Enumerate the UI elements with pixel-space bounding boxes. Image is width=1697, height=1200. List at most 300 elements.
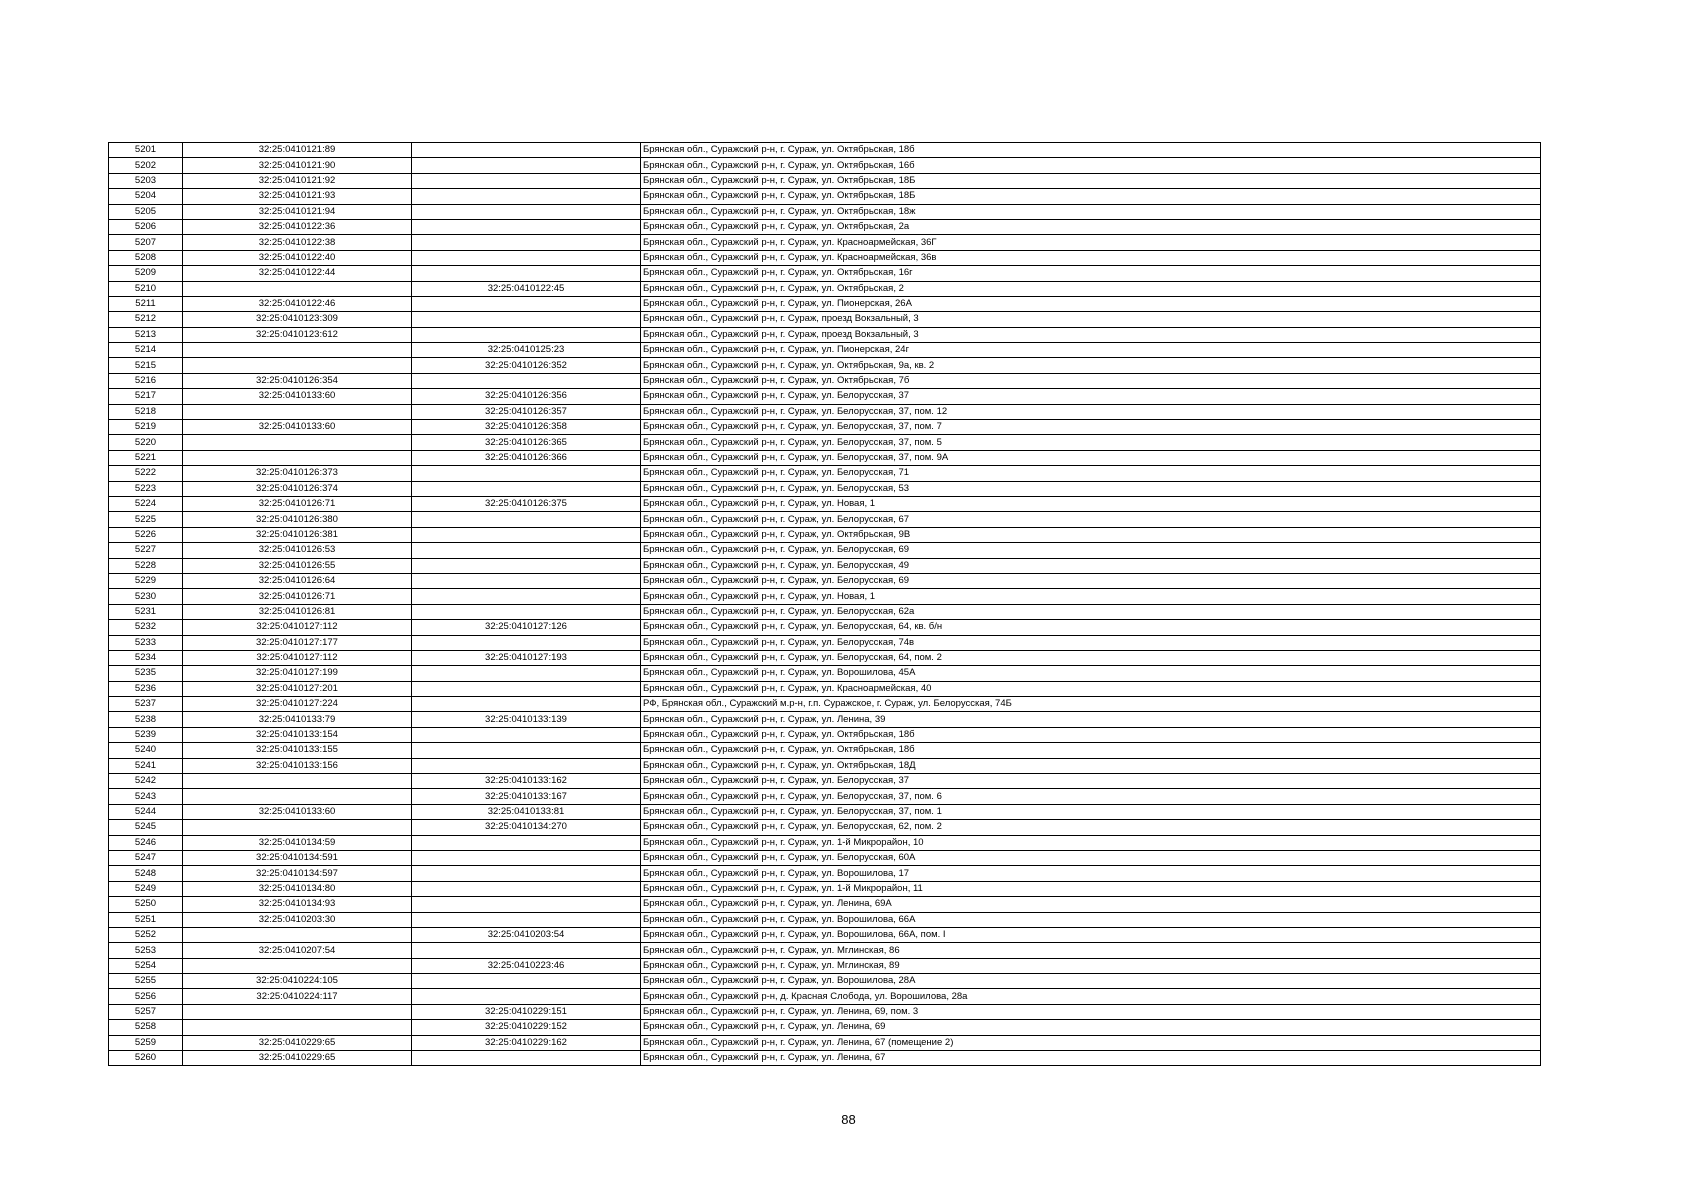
- row-number-cell: 5223: [109, 481, 183, 496]
- cadastral-number-cell: 32:25:0410123:612: [183, 327, 412, 342]
- registry-table-body: [109, 143, 1541, 1066]
- table-row: [109, 974, 1541, 989]
- row-number-cell: 5257: [109, 1004, 183, 1019]
- cadastral-number-cell: 32:25:0410134:591: [183, 850, 412, 865]
- parent-cadastral-number-cell: [412, 266, 641, 281]
- table-row: [109, 620, 1541, 635]
- row-number-cell: 5244: [109, 804, 183, 819]
- address-cell: Брянская обл., Суражский р-н, г. Сураж, ул. Белорусская, 69: [641, 573, 1541, 588]
- parent-cadastral-number-cell: 32:25:0410126:356: [412, 389, 641, 404]
- parent-cadastral-number-cell: [412, 235, 641, 250]
- cadastral-number-cell: [183, 450, 412, 465]
- table-row: [109, 650, 1541, 665]
- address-cell: Брянская обл., Суражский р-н, г. Сураж, ул. Октябрьская, 18б: [641, 727, 1541, 742]
- row-number-cell: 5248: [109, 866, 183, 881]
- address-cell: Брянская обл., Суражский р-н, г. Сураж, ул. Белорусская, 74в: [641, 635, 1541, 650]
- cadastral-number-cell: 32:25:0410134:93: [183, 897, 412, 912]
- row-number-cell: 5203: [109, 173, 183, 188]
- address-cell: Брянская обл., Суражский р-н, г. Сураж, ул. Красноармейская, 36в: [641, 250, 1541, 265]
- table-row: [109, 496, 1541, 511]
- table-row: [109, 712, 1541, 727]
- cadastral-number-cell: 32:25:0410126:374: [183, 481, 412, 496]
- table-row: [109, 635, 1541, 650]
- cadastral-number-cell: 32:25:0410127:112: [183, 620, 412, 635]
- parent-cadastral-number-cell: 32:25:0410229:162: [412, 1035, 641, 1050]
- address-cell: Брянская обл., Суражский р-н, г. Сураж, ул. Октябрьская, 2а: [641, 219, 1541, 234]
- row-number-cell: 5240: [109, 743, 183, 758]
- parent-cadastral-number-cell: 32:25:0410133:167: [412, 789, 641, 804]
- table-row: [109, 943, 1541, 958]
- address-cell: Брянская обл., Суражский р-н, г. Сураж, ул. Белорусская, 62а: [641, 604, 1541, 619]
- address-cell: Брянская обл., Суражский р-н, г. Сураж, ул. Белорусская, 69: [641, 543, 1541, 558]
- table-row: [109, 158, 1541, 173]
- parent-cadastral-number-cell: [412, 158, 641, 173]
- cadastral-number-cell: 32:25:0410122:36: [183, 219, 412, 234]
- cadastral-number-cell: 32:25:0410121:93: [183, 189, 412, 204]
- row-number-cell: 5207: [109, 235, 183, 250]
- address-cell: Брянская обл., Суражский р-н, г. Сураж, ул. Белорусская, 37: [641, 389, 1541, 404]
- row-number-cell: 5209: [109, 266, 183, 281]
- cadastral-number-cell: 32:25:0410127:177: [183, 635, 412, 650]
- address-cell: Брянская обл., Суражский р-н, г. Сураж, ул. Октябрьская, 18б: [641, 743, 1541, 758]
- parent-cadastral-number-cell: [412, 727, 641, 742]
- parent-cadastral-number-cell: [412, 189, 641, 204]
- table-row: [109, 481, 1541, 496]
- parent-cadastral-number-cell: 32:25:0410122:45: [412, 281, 641, 296]
- cadastral-number-cell: 32:25:0410133:155: [183, 743, 412, 758]
- address-cell: Брянская обл., Суражский р-н, г. Сураж, ул. Ворошилова, 28А: [641, 974, 1541, 989]
- parent-cadastral-number-cell: 32:25:0410229:152: [412, 1020, 641, 1035]
- row-number-cell: 5230: [109, 589, 183, 604]
- cadastral-number-cell: 32:25:0410126:71: [183, 589, 412, 604]
- address-cell: Брянская обл., Суражский р-н, г. Сураж, ул. Октябрьская, 7б: [641, 373, 1541, 388]
- row-number-cell: 5252: [109, 927, 183, 942]
- address-cell: Брянская обл., Суражский р-н, г. Сураж, ул. Октябрьская, 9В: [641, 527, 1541, 542]
- cadastral-number-cell: 32:25:0410127:199: [183, 666, 412, 681]
- address-cell: Брянская обл., Суражский р-н, г. Сураж, ул. Белорусская, 37, пом. 12: [641, 404, 1541, 419]
- parent-cadastral-number-cell: [412, 1051, 641, 1066]
- table-row: [109, 266, 1541, 281]
- table-row: [109, 435, 1541, 450]
- cadastral-number-cell: 32:25:0410133:60: [183, 420, 412, 435]
- table-row: [109, 358, 1541, 373]
- row-number-cell: 5217: [109, 389, 183, 404]
- cadastral-number-cell: 32:25:0410133:60: [183, 804, 412, 819]
- table-row: [109, 281, 1541, 296]
- parent-cadastral-number-cell: 32:25:0410133:162: [412, 774, 641, 789]
- parent-cadastral-number-cell: [412, 881, 641, 896]
- address-cell: Брянская обл., Суражский р-н, г. Сураж, ул. Красноармейская, 36Г: [641, 235, 1541, 250]
- parent-cadastral-number-cell: 32:25:0410127:193: [412, 650, 641, 665]
- cadastral-number-cell: [183, 1004, 412, 1019]
- address-cell: Брянская обл., Суражский р-н, г. Сураж, ул. Мглинская, 86: [641, 943, 1541, 958]
- cadastral-number-cell: 32:25:0410121:90: [183, 158, 412, 173]
- cadastral-number-cell: 32:25:0410126:81: [183, 604, 412, 619]
- table-row: [109, 804, 1541, 819]
- table-row: [109, 558, 1541, 573]
- parent-cadastral-number-cell: 32:25:0410134:270: [412, 820, 641, 835]
- cadastral-number-cell: [183, 343, 412, 358]
- row-number-cell: 5246: [109, 835, 183, 850]
- row-number-cell: 5233: [109, 635, 183, 650]
- cadastral-number-cell: 32:25:0410123:309: [183, 312, 412, 327]
- row-number-cell: 5258: [109, 1020, 183, 1035]
- address-cell: Брянская обл., Суражский р-н, г. Сураж, ул. Пионерская, 24г: [641, 343, 1541, 358]
- parent-cadastral-number-cell: [412, 989, 641, 1004]
- address-cell: Брянская обл., Суражский р-н, г. Сураж, ул. Ворошилова, 66А: [641, 912, 1541, 927]
- cadastral-number-cell: 32:25:0410122:44: [183, 266, 412, 281]
- cadastral-number-cell: 32:25:0410133:79: [183, 712, 412, 727]
- cadastral-number-cell: 32:25:0410133:156: [183, 758, 412, 773]
- row-number-cell: 5214: [109, 343, 183, 358]
- row-number-cell: 5245: [109, 820, 183, 835]
- cadastral-number-cell: 32:25:0410126:55: [183, 558, 412, 573]
- address-cell: Брянская обл., Суражский р-н, г. Сураж, ул. Ворошилова, 17: [641, 866, 1541, 881]
- parent-cadastral-number-cell: [412, 312, 641, 327]
- parent-cadastral-number-cell: [412, 327, 641, 342]
- row-number-cell: 5205: [109, 204, 183, 219]
- row-number-cell: 5250: [109, 897, 183, 912]
- address-cell: Брянская обл., Суражский р-н, г. Сураж, ул. Белорусская, 60А: [641, 850, 1541, 865]
- table-row: [109, 850, 1541, 865]
- parent-cadastral-number-cell: [412, 204, 641, 219]
- table-row: [109, 573, 1541, 588]
- parent-cadastral-number-cell: [412, 373, 641, 388]
- parent-cadastral-number-cell: 32:25:0410126:357: [412, 404, 641, 419]
- address-cell: Брянская обл., Суражский р-н, г. Сураж, ул. Ворошилова, 45А: [641, 666, 1541, 681]
- table-row: [109, 527, 1541, 542]
- table-row: [109, 958, 1541, 973]
- table-row: [109, 173, 1541, 188]
- table-row: [109, 235, 1541, 250]
- row-number-cell: 5201: [109, 143, 183, 158]
- parent-cadastral-number-cell: [412, 943, 641, 958]
- address-cell: Брянская обл., Суражский р-н, г. Сураж, ул. Октябрьская, 16б: [641, 158, 1541, 173]
- cadastral-number-cell: 32:25:0410127:224: [183, 697, 412, 712]
- row-number-cell: 5222: [109, 466, 183, 481]
- parent-cadastral-number-cell: [412, 897, 641, 912]
- parent-cadastral-number-cell: 32:25:0410133:139: [412, 712, 641, 727]
- parent-cadastral-number-cell: 32:25:0410126:375: [412, 496, 641, 511]
- table-row: [109, 912, 1541, 927]
- cadastral-number-cell: 32:25:0410126:354: [183, 373, 412, 388]
- cadastral-number-cell: 32:25:0410203:30: [183, 912, 412, 927]
- table-row: [109, 373, 1541, 388]
- cadastral-number-cell: [183, 927, 412, 942]
- parent-cadastral-number-cell: [412, 512, 641, 527]
- table-row: [109, 866, 1541, 881]
- table-row: [109, 604, 1541, 619]
- table-row: [109, 835, 1541, 850]
- table-row: [109, 1020, 1541, 1035]
- cadastral-number-cell: 32:25:0410224:117: [183, 989, 412, 1004]
- parent-cadastral-number-cell: [412, 974, 641, 989]
- row-number-cell: 5232: [109, 620, 183, 635]
- cadastral-number-cell: 32:25:0410207:54: [183, 943, 412, 958]
- row-number-cell: 5256: [109, 989, 183, 1004]
- table-row: [109, 1051, 1541, 1066]
- address-cell: Брянская обл., Суражский р-н, г. Сураж, ул. Ленина, 69: [641, 1020, 1541, 1035]
- row-number-cell: 5227: [109, 543, 183, 558]
- table-row: [109, 296, 1541, 311]
- registry-table: [108, 142, 1541, 1066]
- table-row: [109, 743, 1541, 758]
- address-cell: Брянская обл., Суражский р-н, г. Сураж, ул. Белорусская, 37, пом. 1: [641, 804, 1541, 819]
- cadastral-number-cell: 32:25:0410127:112: [183, 650, 412, 665]
- cadastral-number-cell: 32:25:0410134:597: [183, 866, 412, 881]
- row-number-cell: 5225: [109, 512, 183, 527]
- row-number-cell: 5260: [109, 1051, 183, 1066]
- parent-cadastral-number-cell: [412, 912, 641, 927]
- table-row: [109, 881, 1541, 896]
- table-row: [109, 543, 1541, 558]
- parent-cadastral-number-cell: [412, 296, 641, 311]
- parent-cadastral-number-cell: [412, 666, 641, 681]
- row-number-cell: 5253: [109, 943, 183, 958]
- row-number-cell: 5216: [109, 373, 183, 388]
- parent-cadastral-number-cell: [412, 481, 641, 496]
- row-number-cell: 5254: [109, 958, 183, 973]
- table-row: [109, 466, 1541, 481]
- cadastral-number-cell: [183, 820, 412, 835]
- row-number-cell: 5251: [109, 912, 183, 927]
- cadastral-number-cell: [183, 789, 412, 804]
- table-row: [109, 389, 1541, 404]
- parent-cadastral-number-cell: [412, 604, 641, 619]
- table-row: [109, 1035, 1541, 1050]
- page-number: 88: [841, 1112, 856, 1127]
- address-cell: Брянская обл., Суражский р-н, г. Сураж, ул. Октябрьская, 18ж: [641, 204, 1541, 219]
- row-number-cell: 5259: [109, 1035, 183, 1050]
- parent-cadastral-number-cell: [412, 573, 641, 588]
- address-cell: Брянская обл., Суражский р-н, г. Сураж, ул. Белорусская, 37, пом. 5: [641, 435, 1541, 450]
- parent-cadastral-number-cell: [412, 697, 641, 712]
- row-number-cell: 5210: [109, 281, 183, 296]
- parent-cadastral-number-cell: [412, 635, 641, 650]
- row-number-cell: 5243: [109, 789, 183, 804]
- parent-cadastral-number-cell: 32:25:0410126:365: [412, 435, 641, 450]
- table-row: [109, 204, 1541, 219]
- row-number-cell: 5202: [109, 158, 183, 173]
- table-row: [109, 189, 1541, 204]
- parent-cadastral-number-cell: [412, 866, 641, 881]
- parent-cadastral-number-cell: [412, 250, 641, 265]
- cadastral-number-cell: 32:25:0410133:60: [183, 389, 412, 404]
- parent-cadastral-number-cell: 32:25:0410125:23: [412, 343, 641, 358]
- table-row: [109, 697, 1541, 712]
- parent-cadastral-number-cell: [412, 835, 641, 850]
- cadastral-number-cell: 32:25:0410121:94: [183, 204, 412, 219]
- address-cell: Брянская обл., Суражский р-н, г. Сураж, ул. Белорусская, 71: [641, 466, 1541, 481]
- address-cell: Брянская обл., Суражский р-н, г. Сураж, ул. 1-й Микрорайон, 10: [641, 835, 1541, 850]
- row-number-cell: 5241: [109, 758, 183, 773]
- table-row: [109, 789, 1541, 804]
- table-row: [109, 312, 1541, 327]
- cadastral-number-cell: [183, 281, 412, 296]
- parent-cadastral-number-cell: [412, 143, 641, 158]
- cadastral-number-cell: 32:25:0410122:38: [183, 235, 412, 250]
- cadastral-number-cell: 32:25:0410229:65: [183, 1035, 412, 1050]
- table-row: [109, 512, 1541, 527]
- parent-cadastral-number-cell: 32:25:0410223:46: [412, 958, 641, 973]
- address-cell: Брянская обл., Суражский р-н, г. Сураж, ул. Октябрьская, 16г: [641, 266, 1541, 281]
- cadastral-number-cell: 32:25:0410134:80: [183, 881, 412, 896]
- cadastral-number-cell: 32:25:0410122:40: [183, 250, 412, 265]
- table-row: [109, 989, 1541, 1004]
- table-row: [109, 420, 1541, 435]
- address-cell: Брянская обл., Суражский р-н, г. Сураж, ул. Октябрьская, 18б: [641, 143, 1541, 158]
- address-cell: Брянская обл., Суражский р-н, г. Сураж, ул. Ленина, 39: [641, 712, 1541, 727]
- address-cell: Брянская обл., Суражский р-н, г. Сураж, ул. 1-й Микрорайон, 11: [641, 881, 1541, 896]
- row-number-cell: 5204: [109, 189, 183, 204]
- address-cell: Брянская обл., Суражский р-н, г. Сураж, ул. Ворошилова, 66А, пом. I: [641, 927, 1541, 942]
- parent-cadastral-number-cell: [412, 743, 641, 758]
- parent-cadastral-number-cell: 32:25:0410126:366: [412, 450, 641, 465]
- parent-cadastral-number-cell: [412, 466, 641, 481]
- address-cell: Брянская обл., Суражский р-н, г. Сураж, проезд Вокзальный, 3: [641, 312, 1541, 327]
- table-row: [109, 250, 1541, 265]
- parent-cadastral-number-cell: [412, 758, 641, 773]
- address-cell: Брянская обл., Суражский р-н, г. Сураж, ул. Октябрьская, 9а, кв. 2: [641, 358, 1541, 373]
- address-cell: Брянская обл., Суражский р-н, г. Сураж, ул. Ленина, 67 (помещение 2): [641, 1035, 1541, 1050]
- address-cell: Брянская обл., Суражский р-н, г. Сураж, ул. Октябрьская, 18Б: [641, 189, 1541, 204]
- cadastral-number-cell: 32:25:0410126:64: [183, 573, 412, 588]
- cadastral-number-cell: 32:25:0410126:373: [183, 466, 412, 481]
- table-row: [109, 927, 1541, 942]
- row-number-cell: 5239: [109, 727, 183, 742]
- table-row: [109, 327, 1541, 342]
- row-number-cell: 5255: [109, 974, 183, 989]
- row-number-cell: 5242: [109, 774, 183, 789]
- row-number-cell: 5229: [109, 573, 183, 588]
- parent-cadastral-number-cell: [412, 543, 641, 558]
- cadastral-number-cell: 32:25:0410133:154: [183, 727, 412, 742]
- address-cell: Брянская обл., Суражский р-н, г. Сураж, ул. Ленина, 67: [641, 1051, 1541, 1066]
- table-row: [109, 219, 1541, 234]
- address-cell: Брянская обл., Суражский р-н, г. Сураж, ул. Белорусская, 53: [641, 481, 1541, 496]
- cadastral-number-cell: 32:25:0410121:89: [183, 143, 412, 158]
- row-number-cell: 5221: [109, 450, 183, 465]
- table-row: [109, 681, 1541, 696]
- row-number-cell: 5234: [109, 650, 183, 665]
- parent-cadastral-number-cell: [412, 219, 641, 234]
- cadastral-number-cell: [183, 1020, 412, 1035]
- row-number-cell: 5212: [109, 312, 183, 327]
- address-cell: Брянская обл., Суражский р-н, г. Сураж, ул. Ленина, 69А: [641, 897, 1541, 912]
- parent-cadastral-number-cell: 32:25:0410229:151: [412, 1004, 641, 1019]
- row-number-cell: 5215: [109, 358, 183, 373]
- parent-cadastral-number-cell: [412, 558, 641, 573]
- address-cell: Брянская обл., Суражский р-н, г. Сураж, ул. Ленина, 69, пом. 3: [641, 1004, 1541, 1019]
- row-number-cell: 5208: [109, 250, 183, 265]
- cadastral-number-cell: 32:25:0410126:380: [183, 512, 412, 527]
- cadastral-number-cell: 32:25:0410229:65: [183, 1051, 412, 1066]
- address-cell: Брянская обл., Суражский р-н, г. Сураж, ул. Белорусская, 37, пом. 9А: [641, 450, 1541, 465]
- cadastral-number-cell: 32:25:0410127:201: [183, 681, 412, 696]
- cadastral-number-cell: 32:25:0410224:105: [183, 974, 412, 989]
- table-row: [109, 450, 1541, 465]
- address-cell: Брянская обл., Суражский р-н, г. Сураж, ул. Белорусская, 37, пом. 6: [641, 789, 1541, 804]
- address-cell: Брянская обл., Суражский р-н, г. Сураж, ул. Белорусская, 64, пом. 2: [641, 650, 1541, 665]
- parent-cadastral-number-cell: 32:25:0410203:54: [412, 927, 641, 942]
- table-row: [109, 758, 1541, 773]
- address-cell: Брянская обл., Суражский р-н, г. Сураж, ул. Новая, 1: [641, 496, 1541, 511]
- table-row: [109, 589, 1541, 604]
- row-number-cell: 5213: [109, 327, 183, 342]
- row-number-cell: 5249: [109, 881, 183, 896]
- row-number-cell: 5206: [109, 219, 183, 234]
- address-cell: Брянская обл., Суражский р-н, г. Сураж, ул. Октябрьская, 18Д: [641, 758, 1541, 773]
- address-cell: Брянская обл., Суражский р-н, г. Сураж, ул. Белорусская, 67: [641, 512, 1541, 527]
- parent-cadastral-number-cell: [412, 589, 641, 604]
- row-number-cell: 5226: [109, 527, 183, 542]
- row-number-cell: 5235: [109, 666, 183, 681]
- address-cell: РФ, Брянская обл., Суражский м.р-н, г.п. Суражское, г. Сураж, ул. Белорусская, 74Б: [641, 697, 1541, 712]
- parent-cadastral-number-cell: 32:25:0410127:126: [412, 620, 641, 635]
- address-cell: Брянская обл., Суражский р-н, г. Сураж, ул. Новая, 1: [641, 589, 1541, 604]
- cadastral-number-cell: 32:25:0410126:381: [183, 527, 412, 542]
- row-number-cell: 5247: [109, 850, 183, 865]
- address-cell: Брянская обл., Суражский р-н, г. Сураж, ул. Белорусская, 37, пом. 7: [641, 420, 1541, 435]
- cadastral-number-cell: [183, 404, 412, 419]
- parent-cadastral-number-cell: 32:25:0410126:358: [412, 420, 641, 435]
- row-number-cell: 5218: [109, 404, 183, 419]
- cadastral-number-cell: 32:25:0410126:71: [183, 496, 412, 511]
- table-row: [109, 774, 1541, 789]
- table-row: [109, 143, 1541, 158]
- address-cell: Брянская обл., Суражский р-н, г. Сураж, ул. Белорусская, 64, кв. б/н: [641, 620, 1541, 635]
- table-row: [109, 666, 1541, 681]
- row-number-cell: 5231: [109, 604, 183, 619]
- cadastral-number-cell: [183, 958, 412, 973]
- parent-cadastral-number-cell: [412, 681, 641, 696]
- address-cell: Брянская обл., Суражский р-н, г. Сураж, проезд Вокзальный, 3: [641, 327, 1541, 342]
- address-cell: Брянская обл., Суражский р-н, г. Сураж, ул. Белорусская, 49: [641, 558, 1541, 573]
- table-row: [109, 404, 1541, 419]
- address-cell: Брянская обл., Суражский р-н, г. Сураж, ул. Пионерская, 26А: [641, 296, 1541, 311]
- address-cell: Брянская обл., Суражский р-н, г. Сураж, ул. Октябрьская, 18Б: [641, 173, 1541, 188]
- row-number-cell: 5219: [109, 420, 183, 435]
- cadastral-number-cell: 32:25:0410122:46: [183, 296, 412, 311]
- cadastral-number-cell: [183, 435, 412, 450]
- row-number-cell: 5238: [109, 712, 183, 727]
- address-cell: Брянская обл., Суражский р-н, г. Сураж, ул. Мглинская, 89: [641, 958, 1541, 973]
- cadastral-number-cell: 32:25:0410121:92: [183, 173, 412, 188]
- cadastral-number-cell: 32:25:0410126:53: [183, 543, 412, 558]
- row-number-cell: 5237: [109, 697, 183, 712]
- cadastral-number-cell: 32:25:0410134:59: [183, 835, 412, 850]
- row-number-cell: 5236: [109, 681, 183, 696]
- table-row: [109, 727, 1541, 742]
- parent-cadastral-number-cell: [412, 173, 641, 188]
- parent-cadastral-number-cell: [412, 527, 641, 542]
- row-number-cell: 5224: [109, 496, 183, 511]
- parent-cadastral-number-cell: [412, 850, 641, 865]
- table-row: [109, 897, 1541, 912]
- address-cell: Брянская обл., Суражский р-н, г. Сураж, ул. Белорусская, 62, пом. 2: [641, 820, 1541, 835]
- address-cell: Брянская обл., Суражский р-н, г. Сураж, ул. Белорусская, 37: [641, 774, 1541, 789]
- cadastral-number-cell: [183, 774, 412, 789]
- address-cell: Брянская обл., Суражский р-н, д. Красная Слобода, ул. Ворошилова, 28а: [641, 989, 1541, 1004]
- row-number-cell: 5220: [109, 435, 183, 450]
- table-row: [109, 820, 1541, 835]
- row-number-cell: 5211: [109, 296, 183, 311]
- parent-cadastral-number-cell: 32:25:0410133:81: [412, 804, 641, 819]
- parent-cadastral-number-cell: 32:25:0410126:352: [412, 358, 641, 373]
- cadastral-number-cell: [183, 358, 412, 373]
- address-cell: Брянская обл., Суражский р-н, г. Сураж, ул. Красноармейская, 40: [641, 681, 1541, 696]
- row-number-cell: 5228: [109, 558, 183, 573]
